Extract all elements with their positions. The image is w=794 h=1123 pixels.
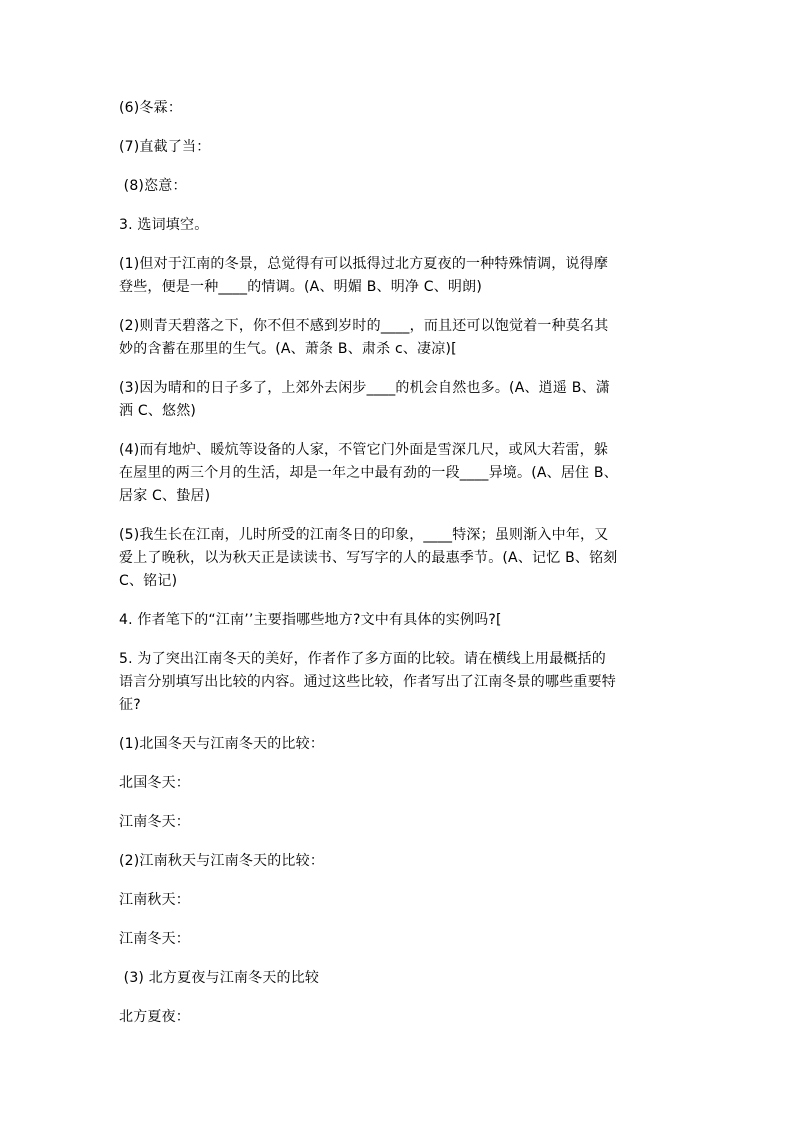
q3-1-line-1: (1)但对于江南的冬景，总觉得有可以抵得过北方夏夜的一种特殊情调，说得摩 [119, 256, 609, 272]
question-5-line-3: 征? [119, 697, 141, 713]
q3-1-line-2: 登些，便是一种____的情调。(A、明媚 B、明净 C、明朗) [119, 279, 482, 295]
question-5-line-2: 语言分别填写出比较的内容。通过这些比较，作者写出了江南冬景的哪些重要特 [119, 674, 616, 690]
q3-4-line-1: (4)而有地炉、暖炕等设备的人家，不管它门外面是雪深几尺，或风大若雷，躲 [119, 442, 609, 458]
q3-3-line-2: 洒 C、悠然) [119, 403, 197, 419]
q3-5-line-3: C、铭记) [119, 573, 178, 589]
question-5-line-1: 5. 为了突出江南冬天的美好，作者作了多方面的比较。请在横线上用最概括的 [119, 651, 607, 667]
item-7-zhijieliaodang: (7)直截了当： [119, 139, 211, 155]
question-4: 4. 作者笔下的“江南’’主要指哪些地方?文中有具体的实例吗?[ [119, 612, 502, 628]
q3-2-line-1: (2)则青天碧落之下，你不但不感到岁时的____，而且还可以饱觉着一种莫名其 [119, 318, 609, 334]
q5-1-south-winter: 江南冬天： [119, 814, 190, 830]
q5-1-heading: (1)北国冬天与江南冬天的比较： [119, 736, 325, 752]
item-8-ziyi: (8)恣意： [119, 178, 187, 194]
q3-4-line-3: 居家 C、蛰居) [119, 488, 211, 504]
q3-4-line-2: 在屋里的两三个月的生活，却是一年之中最有劲的一段____异境。(A、居住 B、 [119, 465, 618, 481]
item-6-dongmai: (6)冬霖： [119, 100, 183, 116]
q5-1-north-winter: 北国冬天： [119, 775, 190, 791]
q3-2-line-2: 妙的含蓄在那里的生气。(A、萧条 B、肃杀 c、凄凉)[ [119, 341, 457, 357]
q5-3-heading: (3) 北方夏夜与江南冬天的比较 [119, 970, 320, 986]
q5-2-south-winter: 江南冬天： [119, 931, 190, 947]
q5-2-south-autumn: 江南秋天： [119, 892, 190, 908]
q5-2-heading: (2)江南秋天与江南冬天的比较： [119, 853, 325, 869]
q3-5-line-2: 爱上了晚秋，以为秋天正是读读书、写写字的人的最惠季节。(A、记忆 B、铭刻 [119, 550, 618, 566]
question-3-heading: 3. 选词填空。 [119, 217, 209, 233]
q3-5-line-1: (5)我生长在江南，儿时所受的江南冬日的印象，____特深；虽则渐入中年，又 [119, 527, 609, 543]
q3-3-line-1: (3)因为晴和的日子多了，上郊外去闲步____的机会自然也多。(A、逍遥 B、潇 [119, 380, 610, 396]
q5-3-north-summer-night: 北方夏夜： [119, 1009, 190, 1025]
